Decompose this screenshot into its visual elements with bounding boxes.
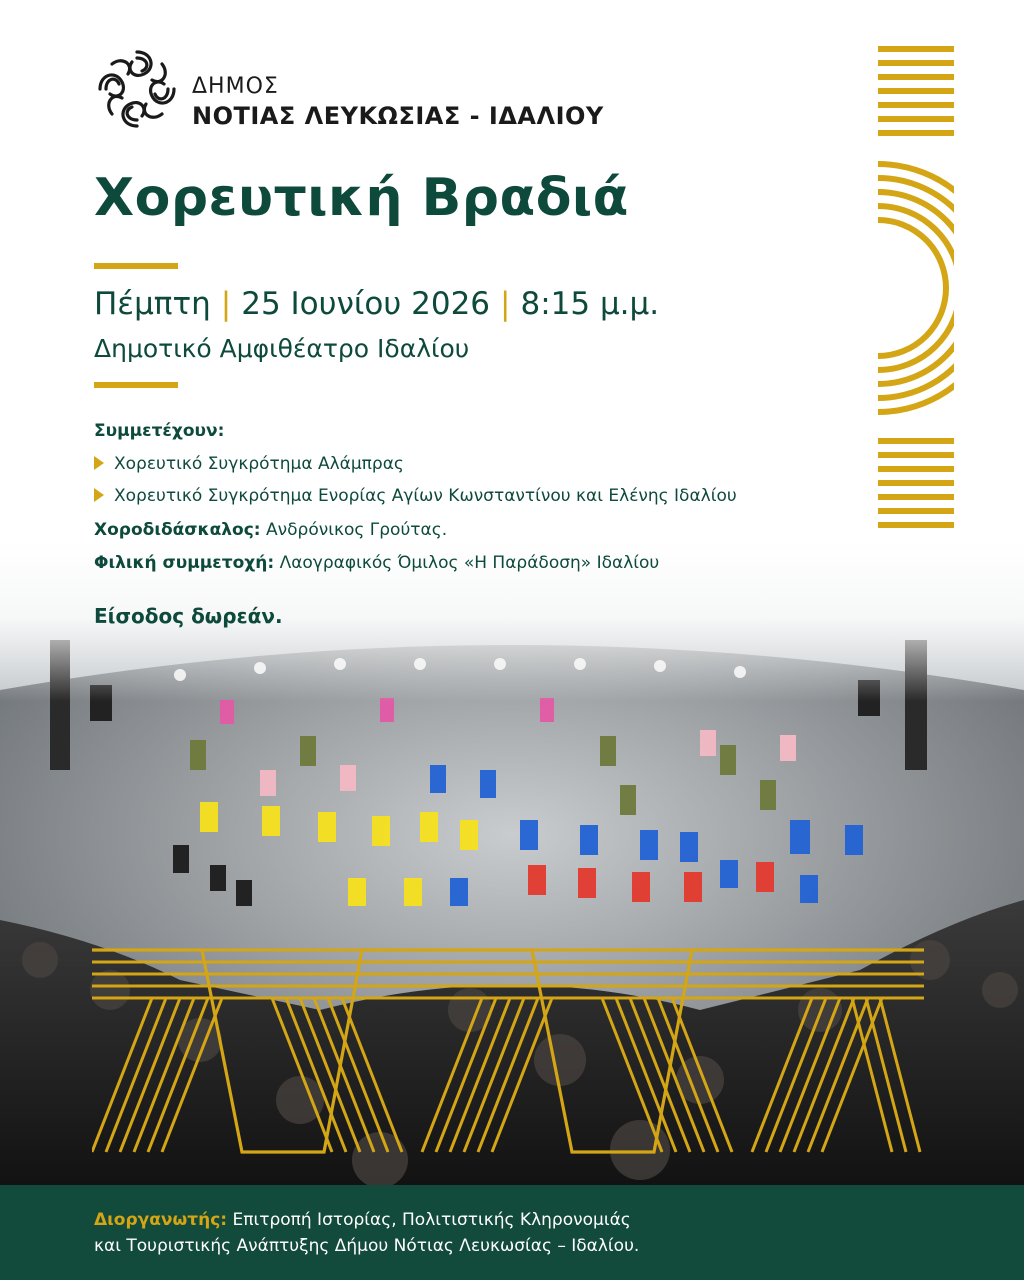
participant-item: Χορευτικό Συγκρότημα Αλάμπρας bbox=[94, 454, 404, 474]
municipality-knot-logo bbox=[94, 46, 180, 132]
footer-line2: και Τουριστικής Ανάπτυξης Δήμου Νότιας Λευκωσίας – Ιδαλίου. bbox=[94, 1236, 640, 1256]
footer-organizer bbox=[94, 1207, 639, 1259]
guest-label: Φιλική συμμετοχή: bbox=[94, 553, 275, 573]
footer-line1: Επιτροπή Ιστορίας, Πολιτιστικής Κληρονομιάς bbox=[232, 1210, 631, 1230]
venue-underline bbox=[94, 382, 178, 388]
title-underline bbox=[94, 263, 178, 269]
triangle-bullet-icon bbox=[94, 456, 104, 470]
teacher-name: Ανδρόνικος Γρούτας. bbox=[266, 520, 448, 540]
guest-line bbox=[94, 553, 659, 573]
event-day: Πέμπτη bbox=[94, 286, 211, 322]
time-separator: | bbox=[500, 286, 511, 322]
event-title: Χορευτική Βραδιά bbox=[94, 168, 629, 228]
participant-item: Χορευτικό Συγκρότημα Ενορίας Αγίων Κωνσταντίνου και Ελένης Ιδαλίου bbox=[94, 486, 737, 506]
event-venue: Δημοτικό Αμφιθέατρο Ιδαλίου bbox=[94, 334, 470, 363]
logo-municipality-label: ΔΗΜΟΣ bbox=[192, 74, 279, 99]
triangle-bullet-icon bbox=[94, 488, 104, 502]
decorative-zigzag-lines bbox=[92, 946, 924, 1156]
teacher-label: Χοροδιδάσκαλος: bbox=[94, 520, 261, 540]
logo-municipality-name: ΝΟΤΙΑΣ ΛΕΥΚΩΣΙΑΣ - ΙΔΑΛΙΟΥ bbox=[192, 102, 604, 130]
event-dateline bbox=[94, 286, 659, 322]
teacher-line bbox=[94, 520, 447, 540]
guest-name: Λαογραφικός Όμιλος «Η Παράδοση» Ιδαλίου bbox=[279, 553, 660, 573]
event-date: 25 Ιουνίου 2026 bbox=[241, 286, 491, 322]
footer-label: Διοργανωτής: bbox=[94, 1210, 228, 1230]
participants-heading: Συμμετέχουν: bbox=[94, 421, 225, 441]
date-separator: | bbox=[220, 286, 232, 322]
decorative-stripes-graphic bbox=[878, 46, 954, 528]
free-entry-note: Είσοδος δωρεάν. bbox=[94, 604, 283, 628]
event-time: 8:15 μ.μ. bbox=[520, 286, 660, 322]
